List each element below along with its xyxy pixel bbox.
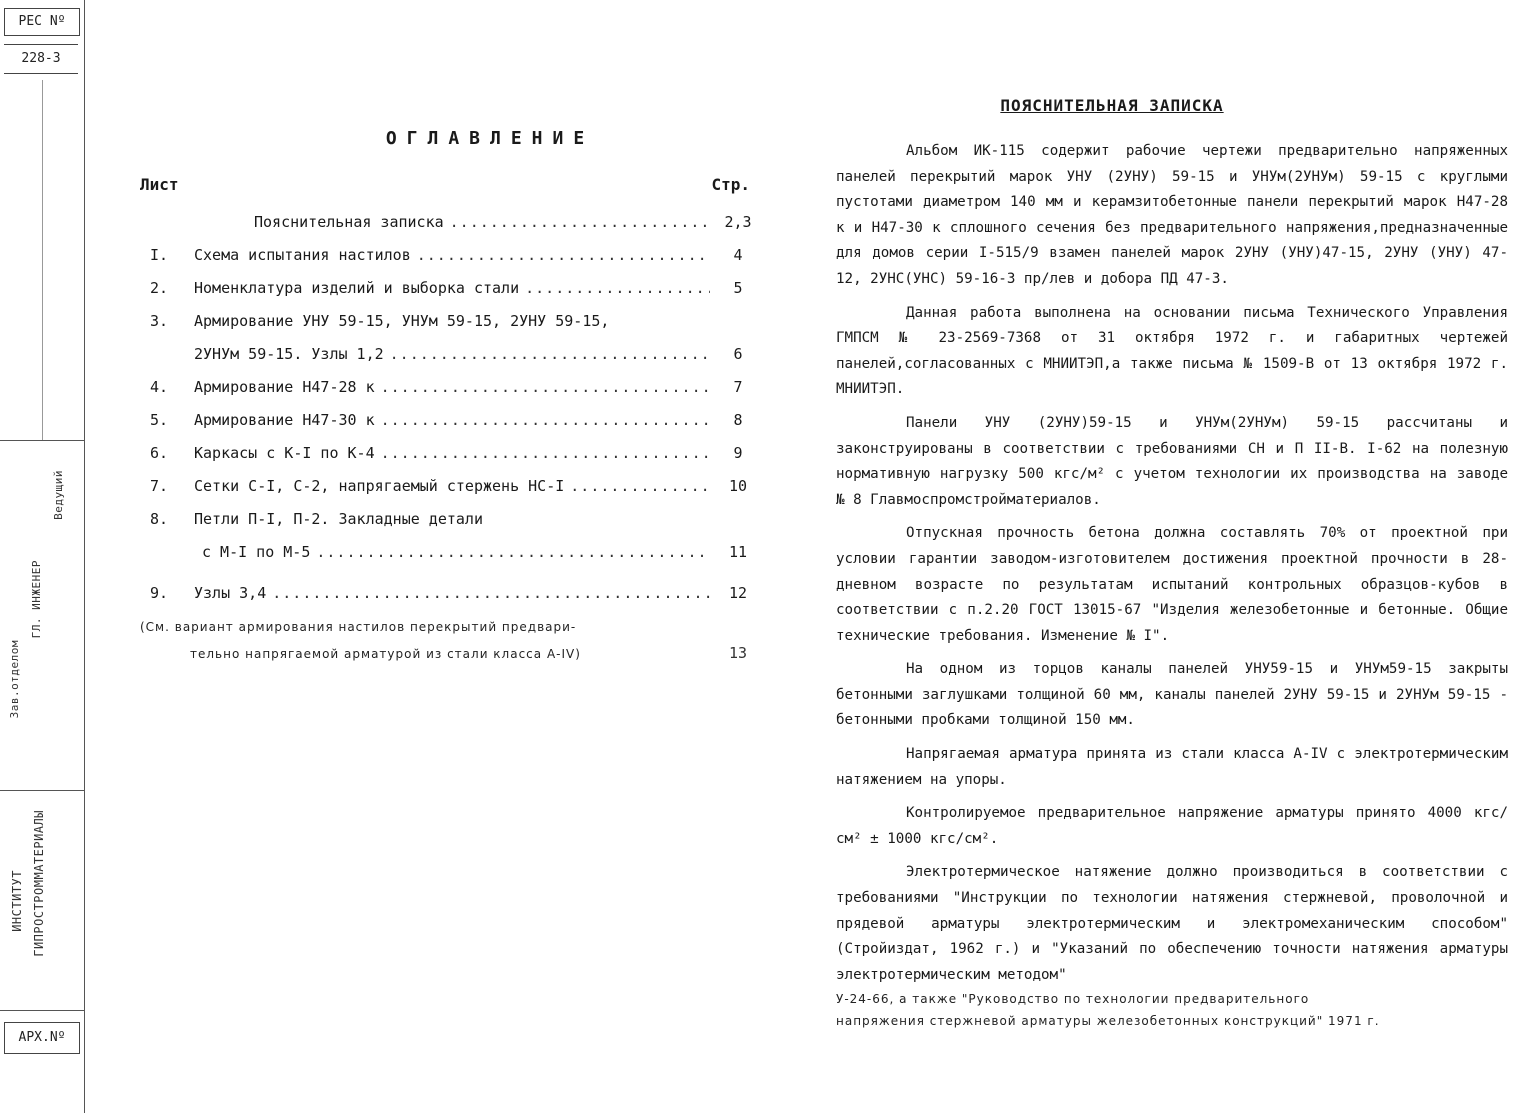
toc-label: Армирование УНУ 59-15, УНУм 59-15, 2УНУ 59-15, xyxy=(194,312,610,330)
toc-row xyxy=(140,503,760,536)
toc-sheet-header: Лист xyxy=(140,175,179,194)
toc-header xyxy=(140,175,760,194)
note-handwritten-line-2: напряжения стержневой арматуры железобетонных конструкций" 1971 г. xyxy=(836,1014,1380,1029)
toc-page-header: Стр. xyxy=(711,175,750,194)
toc-label: Петли П-I, П-2. Закладные детали xyxy=(194,510,483,528)
toc-number: 8. xyxy=(150,510,169,528)
toc-page: 8 xyxy=(733,411,743,429)
toc-label: 2УНУм 59-15. Узлы 1,2 xyxy=(194,345,384,363)
toc-page: 7 xyxy=(733,378,743,396)
note-paragraph: На одном из торцов каналы панелей УНУ59-15 и УНУм59-15 закрыты бетонными заглушками толщиной 60 мм, каналы панелей 2УНУ 59-15 и 2УНУм 59-15 - бетонными пробками толщиной 150 мм. xyxy=(836,661,1508,729)
note-title: ПОЯСНИТЕЛЬНАЯ ЗАПИСКА xyxy=(1000,96,1224,115)
toc-row xyxy=(140,338,760,371)
note-paragraph: Контролируемое предварительное напряжение арматуры принято 4000 кгс/см² ± 1000 кгс/см². xyxy=(836,805,1508,847)
toc-page: 5 xyxy=(733,279,743,297)
toc-page: 10 xyxy=(728,477,748,495)
toc-row xyxy=(140,305,760,338)
toc-handwritten-row xyxy=(140,638,760,668)
margin-stamp-strip xyxy=(0,0,85,1113)
note-paragraph: Альбом ИК-115 содержит рабочие чертежи предварительно напряженных панелей перекрытий марок УНУ (2УНУ) 59-15 и УНУм(2УНУм) 59-15 с круглыми пустотами диаметром 140 мм и керамзитобетонные панели перекрытий марок Н47-28 к и Н47-30 к сплошного сечения без предварительного напряжения,предназначенные для домов серии I-515/9 взамен панелей марок 2УНУ (УНУ)47-15, 2УНУ (УНУ) 47-12, 2УНС(УНС) 59-16-3 пр/лев и добора ПД 47-3. xyxy=(836,143,1508,287)
toc-row xyxy=(140,272,760,305)
stamp-number: 228-3 xyxy=(21,51,61,66)
toc-handwritten-line-1: (См. вариант армирования настилов перекрытий предвари- xyxy=(140,620,577,634)
toc-page: 13 xyxy=(728,644,748,662)
explanatory-note xyxy=(836,96,1508,1032)
note-paragraph: Напрягаемая арматура принята из стали класса А-IV с электротермическим натяжением на упоры. xyxy=(836,746,1508,788)
stamp-code: РЕС Nº xyxy=(18,14,66,29)
toc-row xyxy=(140,404,760,437)
note-paragraph: Электротермическое натяжение должно производиться в соответствии с требованиями "Инструкции по технологии натяжения стержневой, проволочной и прядевой арматуры электротермическим и электромеханическим способом" (Стройиздат, 1962 г.) и "Указаний по обеспечению точности натяжения арматуры электротермическим методом" xyxy=(836,864,1508,983)
note-paragraph: Данная работа выполнена на основании письма Технического Управления ГМПСМ № 23-2569-7368 от 31 октября 1972 г. и габаритных чертежей панелей,согласованных с МНИИТЭП,а также письма № 1509-В от 13 октября 1972 г. МНИИТЭП. xyxy=(836,304,1508,398)
archive-number: АРХ.Nº xyxy=(18,1030,66,1045)
toc-page: 9 xyxy=(733,444,743,462)
margin-note-2: ГЛ. ИНЖЕНЕР xyxy=(30,560,43,639)
toc-label: Номенклатура изделий и выборка стали xyxy=(194,279,520,297)
toc-row xyxy=(140,239,760,272)
toc-label: Каркасы с К-I по К-4 xyxy=(194,444,375,462)
note-paragraph: Панели УНУ (2УНУ)59-15 и УНУм(2УНУм) 59-15 рассчитаны и законструированы в соответствии с требованиями СН и П II-В. I-62 на полезную нормативную нагрузку 500 кгс/м² с учетом технологии их производства на заводе № 8 Главмоспромстройматериалов. xyxy=(836,414,1508,508)
toc-number: 7. xyxy=(150,477,169,495)
toc-row xyxy=(140,470,760,503)
stamp-code-box xyxy=(4,8,80,36)
margin-note-1: Зав.отделом xyxy=(8,640,21,719)
margin-institute: ИНСТИТУТ xyxy=(10,870,24,932)
toc-page: 11 xyxy=(728,543,748,561)
toc-row xyxy=(140,536,760,569)
toc-number: 2. xyxy=(150,279,169,297)
toc-page: 4 xyxy=(733,246,743,264)
toc-page: 6 xyxy=(733,345,743,363)
margin-divider xyxy=(42,80,43,440)
toc-label: с М-I по М-5 xyxy=(202,543,311,561)
table-of-contents xyxy=(140,128,760,668)
toc-number: 3. xyxy=(150,312,169,330)
note-handwritten-line-1: У-24-66, а также "Руководство по технологии предварительного xyxy=(836,992,1310,1007)
toc-label: Армирование Н47-30 к xyxy=(194,411,375,429)
margin-divider xyxy=(0,440,84,441)
toc-number: 6. xyxy=(150,444,169,462)
archive-number-box xyxy=(4,1022,80,1054)
toc-handwritten-line-2: тельно напрягаемой арматурой из стали класса А-IV) xyxy=(190,647,581,661)
toc-row xyxy=(140,206,760,239)
toc-label: Пояснительная записка xyxy=(254,213,444,231)
margin-divider xyxy=(0,790,84,791)
toc-number: 9. xyxy=(150,584,169,602)
margin-note-3: Ведущий xyxy=(52,470,65,520)
margin-divider xyxy=(0,1010,84,1011)
toc-number: I. xyxy=(150,246,169,264)
toc-row xyxy=(140,437,760,470)
toc-row xyxy=(140,577,760,610)
margin-institute-name: ГИПРОСТРОММАТЕРИАЛЫ xyxy=(32,810,46,957)
toc-label: Сетки С-I, С-2, напрягаемый стержень НС-I xyxy=(194,477,565,495)
toc-handwritten-row xyxy=(140,616,760,638)
toc-number: 5. xyxy=(150,411,169,429)
note-paragraph: Отпускная прочность бетона должна составлять 70% от проектной при условии гарантии заводом-изготовителем достижения проектной прочности в 28-дневном возрасте по результатам испытаний контрольных образцов-кубов в соответствии с п.2.20 ГОСТ 13015-67 "Изделия железобетонные и бетонные. Общие технические требования. Изменение № I". xyxy=(836,525,1508,644)
toc-page: 2,3 xyxy=(724,213,752,231)
stamp-number-box xyxy=(4,44,78,74)
toc-label: Армирование Н47-28 к xyxy=(194,378,375,396)
toc-label: Узлы 3,4 xyxy=(194,584,267,602)
toc-row xyxy=(140,371,760,404)
toc-page: 12 xyxy=(728,584,748,602)
toc-number: 4. xyxy=(150,378,169,396)
toc-title: ОГЛАВЛЕНИЕ xyxy=(385,128,595,149)
toc-label: Схема испытания настилов xyxy=(194,246,411,264)
